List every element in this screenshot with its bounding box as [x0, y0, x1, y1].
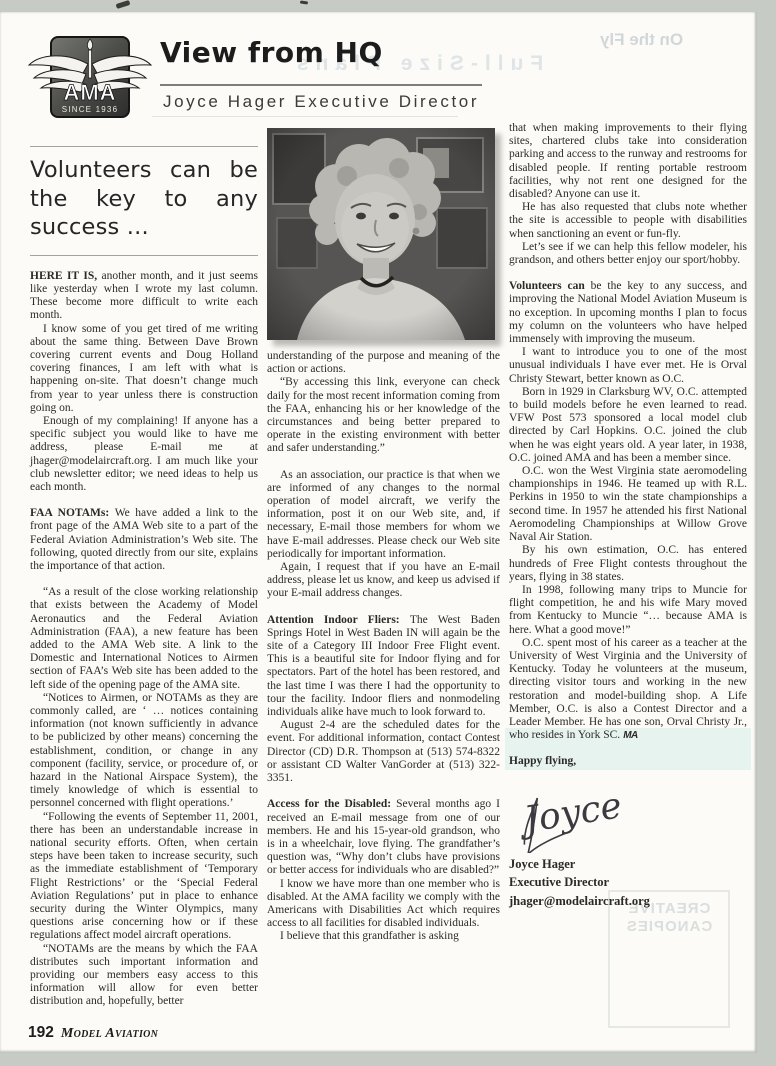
paragraph-text: “Following the events of September 11, 2001, there has been an understandable increase in national security efforts. Often, when certain steps have been taken to increase security, such as the immediate establishment of ‘Temporary Flight Restrictions’ or the ‘Special Federal Aviation Regulations’ put in place to enhance security during the Winter Olympics, many questions arise concerning how or if these regulations affect model aircraft operations. — [30, 810, 258, 942]
paragraph-text: “By accessing this link, everyone can check daily for the most recent information coming from the FAA, enhancing his or her knowledge of the circumstances and being better prepared to operate in the existing environment with better and safer understanding.” — [267, 376, 500, 455]
middle-column — [267, 128, 500, 944]
body-paragraph — [30, 692, 258, 811]
paragraph-text: O.C. spent most of his career as a teacher at the University of West Virginia and the University of Kentucky. Today he volunteers at the museum, directing visitor tours and working in the new restoration and model-building shop. A Life Member, O.C. is also a Contest Director and a Leader Member. He has one son, Orval Christy Jr., who resides in York SC. — [509, 636, 747, 742]
paragraph-text: We have added a link to the front page of the AMA Web site to a part of the Federal Aviation Administration’s Web site. The following, quoted directly from our site, explains the importance of that action. — [30, 507, 258, 572]
body-paragraph — [509, 386, 747, 465]
body-paragraph — [30, 507, 258, 573]
body-paragraph — [509, 201, 747, 241]
signature-block — [509, 855, 747, 911]
body-paragraph — [267, 878, 500, 931]
paragraph-lead: HERE IT IS, — [30, 269, 102, 282]
body-paragraph — [30, 270, 258, 323]
body-paragraph — [509, 637, 747, 743]
paragraph-lead: Volunteers can — [509, 280, 591, 293]
body-paragraph — [509, 584, 747, 637]
headline-rule-bottom — [30, 255, 258, 256]
paragraph-text: Several months ago I received an E-mail message from one of our members. He and his 15-year-old grandson, who is in a wheelchair, love flying. The grandfather’s question was, “Why don’t clubs have provisions or better access for individuals who are disabled?” — [267, 798, 500, 877]
torch-icon — [87, 39, 92, 78]
left-column — [30, 146, 258, 1009]
signature — [511, 779, 681, 853]
magazine-name: Model Aviation — [60, 1026, 159, 1041]
body-paragraph — [30, 811, 258, 943]
body-paragraph — [509, 241, 747, 267]
paper-sheet — [0, 12, 757, 1053]
body-paragraph — [267, 930, 500, 943]
paragraph-text: “NOTAMs are the means by which the FAA distributes such important information and providing our members easy access to this information will allow for even better distribution and, hopefully, better — [30, 942, 258, 1008]
byline: Joyce Hager Executive Director — [163, 92, 480, 111]
bleedthrough-top-right: On the Fly — [600, 30, 684, 49]
signature-script: Joyce — [521, 784, 625, 841]
bleedthrough-ad: CREATIVE CANOPIES — [608, 890, 730, 1028]
body-paragraph — [267, 469, 500, 561]
paragraph-text: Enough of my complaining! If anyone has a specific subject you would like to have me address, please E-mail me at jhager@modelaircraft.org. I am much like your club newsletter editor; we need ideas to help us each month. — [30, 414, 258, 493]
paragraph-text: Born in 1929 in Clarksburg WV, O.C. attempted to build models before he even learned to read. VFW Post 573 sponsored a local model club directed by Carl Hopkins. O.C. joined the club when he was eight years old. A year later, in 1938, O.C. joined AMA and has been a member since. — [509, 385, 747, 464]
body-paragraph — [30, 323, 258, 415]
paragraph-text: Again, I request that if you have an E-mail address, please let us know, and keep us advised if your E-mail address changes. — [267, 561, 500, 600]
closing-line: Happy flying, — [509, 755, 577, 768]
scan-speck — [116, 0, 131, 9]
page-number: 192 — [28, 1024, 54, 1041]
paragraph-text: By his own estimation, O.C. has entered hundreds of Free Flight contests throughout the years, flying in 38 states. — [509, 544, 747, 583]
paragraph-text: “Notices to Airmen, or NOTAMs as they are commonly called, are ‘ … notices containing information (not known sufficiently in advance to be publicized by other means) concerning the establishment, condition, or change in any component (facility, service, or procedure of, or hazard in the National Airspace System), the timely knowledge of which is essential to personnel concerned with flight operations.’ — [30, 691, 258, 810]
scan-speck — [300, 0, 308, 4]
body-paragraph — [267, 376, 500, 455]
signer-email: jhager@modelaircraft.org — [509, 894, 650, 909]
body-paragraph — [267, 561, 500, 601]
joyce-hager-photo — [267, 128, 495, 340]
paragraph-text: I know some of you get tired of me writing about the same thing. Between Dave Brown covering current events and Doug Holland covering finances, I am left with what is happening on-site. That doesn’t change much from year to year unless there is construction going on. — [30, 322, 258, 414]
body-paragraph — [509, 465, 747, 544]
paragraph-lead: FAA NOTAMs: — [30, 507, 115, 520]
signer-name: Joyce Hager — [509, 856, 576, 871]
logo-since-text: SINCE 1936 — [61, 105, 119, 114]
article-headline: Volunteers can be the key to any success ... — [30, 157, 258, 241]
page-footer — [28, 1024, 158, 1042]
title-rule — [160, 84, 482, 86]
body-paragraph — [267, 350, 500, 376]
paragraph-text: In 1998, following many trips to Muncie for flight competition, he and his wife Mary moved from Kentucky to Muncie “… because AMA is here. What a good move!” — [509, 583, 747, 636]
paragraph-text: O.C. won the West Virginia state aeromodeling championships in 1946. He teamed up with R.L. Perkins in 1950 to win the state championships a second time. In 1957 he attended his first National Aeromodeling Championships at Willow Grove Naval Air Station. — [509, 465, 747, 544]
paragraph-text: I want to introduce you to one of the most unusual individuals I have ever met. He is Orval Christy Stewart, better known as O.C. — [509, 346, 747, 385]
paragraph-lead: Attention Indoor Fliers: — [267, 613, 410, 626]
ama-wings-emblem-icon — [26, 34, 154, 122]
body-paragraph — [30, 415, 258, 494]
paragraph-text: He has also requested that clubs note whether the site is accessible to people with disabilities when sanctioning an event or fun-fly. — [509, 201, 747, 240]
paragraph-text: The West Baden Springs Hotel in West Baden IN will again be the site of a Category III Indoor Free Flight event. This is a beautiful site for Indoor flying and for spectators. Part of the hotel has been restored, and the last time I was there I had the opportunity to tour the facility. Indoor fliers and nonmodeling individuals alike have much to look forward to. — [267, 613, 500, 719]
end-of-article-mark: MA — [623, 730, 638, 742]
paragraph-lead: Access for the Disabled: — [267, 798, 397, 811]
body-paragraph — [267, 614, 500, 720]
body-paragraph — [509, 280, 747, 346]
paragraph-text: “As a result of the close working relationship that exists between the Academy of Model Aeronautics and the Federal Aviation Administration (FAA), a new feature has been added to the AMA Web site. A link to the Domestic and International Notices to Airmen section of FAA’s Web site has been added to the left side of the opening page of the AMA site. — [30, 586, 258, 691]
body-paragraph — [267, 798, 500, 877]
paragraph-text: I know we have more than one member who is disabled. At the AMA facility we comply with the Americans with Disabilities Act which requires access to all facilities for disabled individuals. — [267, 877, 500, 930]
paragraph-text: Let’s see if we can help this fellow modeler, his grandson, and others better enjoy our sport/hobby. — [509, 240, 747, 267]
body-paragraph — [30, 586, 258, 692]
column-title: View from HQ — [160, 36, 383, 69]
paragraph-text: August 2-4 are the scheduled dates for the event. For additional information, contact Contest Director (CD) D.R. Thompson at (513) 574-8322 or assistant CD Walter VanGorder at (513) 322-3351. — [267, 719, 500, 785]
body-paragraph — [509, 122, 747, 201]
paragraph-text: be the key to any success, and improving the National Model Aviation Museum is no exception. In upcoming months I plan to focus my column on the volunteers who have helped immensely with improving the museum. — [509, 280, 747, 346]
bleedthrough-title: Full-Size Plans — [290, 52, 544, 75]
right-column — [509, 122, 747, 911]
body-paragraph — [509, 544, 747, 584]
body-paragraph — [30, 943, 258, 1009]
headline-rule-top — [30, 146, 258, 147]
signer-title: Executive Director — [509, 875, 610, 890]
paragraph-text: understanding of the purpose and meaning of the action or actions. — [267, 350, 500, 376]
paragraph-text: that when making improvements to their flying sites, chartered clubs take into consideration parking and access to the runway and restrooms for disabled people. If renting portable restroom facilities, why not rent one designed for the disabled? Anyone can use it. — [509, 122, 747, 201]
logo-ama-text: AMA — [63, 80, 117, 105]
ama-logo — [26, 34, 154, 127]
body-paragraph — [509, 346, 747, 386]
paragraph-text: I believe that this grandfather is asking — [280, 930, 459, 943]
paragraph-text: another month, and it just seems like yesterday when I wrote my last column. These become more difficult to write each month. — [30, 269, 258, 322]
body-paragraph — [267, 719, 500, 785]
paragraph-text: As an association, our practice is that when we are informed of any changes to the normal operation of model aircraft, we verify the information, post it on our Web site, and, if necessary, E-mail those members for whom we have E-mail addresses. Please check our Web site periodically for important information. — [267, 468, 500, 560]
byline-rule — [152, 116, 458, 117]
